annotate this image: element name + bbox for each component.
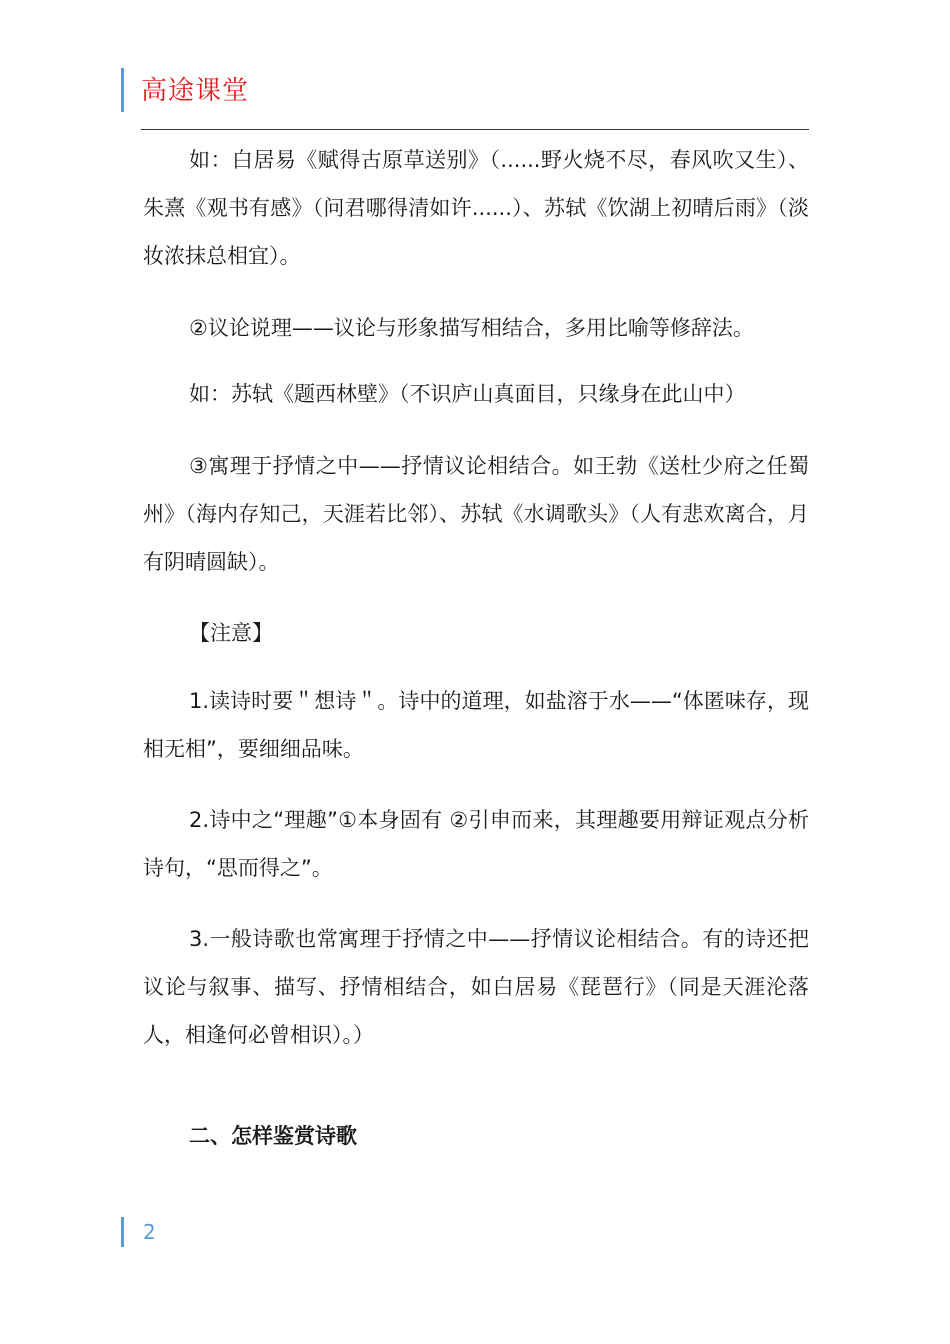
paragraph-note-3: 3.一般诗歌也常寓理于抒情之中——抒情议论相结合。有的诗还把议论与叙事、描写、抒情相结合，如白居易《琵琶行》（同是天涯沦落人，相逢何必曾相识）。） bbox=[143, 927, 809, 1047]
paragraph-example-2: 如：苏轼《题西林壁》（不识庐山真面目，只缘身在此山中） bbox=[189, 382, 746, 406]
page-number: 2 bbox=[143, 1220, 156, 1244]
footer-accent-bar bbox=[121, 1217, 124, 1247]
header-accent-bar bbox=[121, 68, 124, 112]
paragraph-lyric-reasoning: ③寓理于抒情之中——抒情议论相结合。如王勃《送杜少府之任蜀州》（海内存知己，天涯若比邻）、苏轼《水调歌头》（人有悲欢离合，月有阴晴圆缺）。 bbox=[143, 454, 809, 574]
paragraph-argument-reasoning: ②议论说理——议论与形象描写相结合，多用比喻等修辞法。 bbox=[189, 316, 754, 340]
paragraph-examples-1: 如：白居易《赋得古原草送别》（......野火烧不尽，春风吹又生）、朱熹《观书有感》（问君哪得清如许......）、苏轼《饮湖上初晴后雨》（淡妆浓抹总相宜）。 bbox=[143, 148, 809, 268]
paragraph-note-1: 1.读诗时要＂想诗＂。诗中的道理，如盐溶于水——“体匿味存，现相无相”，要细细品味。 bbox=[143, 689, 809, 761]
header-title: 高途课堂 bbox=[141, 76, 250, 106]
paragraph-note-heading: 【注意】 bbox=[189, 621, 273, 645]
header-divider bbox=[141, 129, 809, 130]
section-heading: 二、怎样鉴赏诗歌 bbox=[189, 1124, 357, 1148]
paragraph-note-2: 2.诗中之“理趣”①本身固有 ②引申而来，其理趣要用辩证观点分析诗句，“思而得之”。 bbox=[143, 808, 809, 880]
